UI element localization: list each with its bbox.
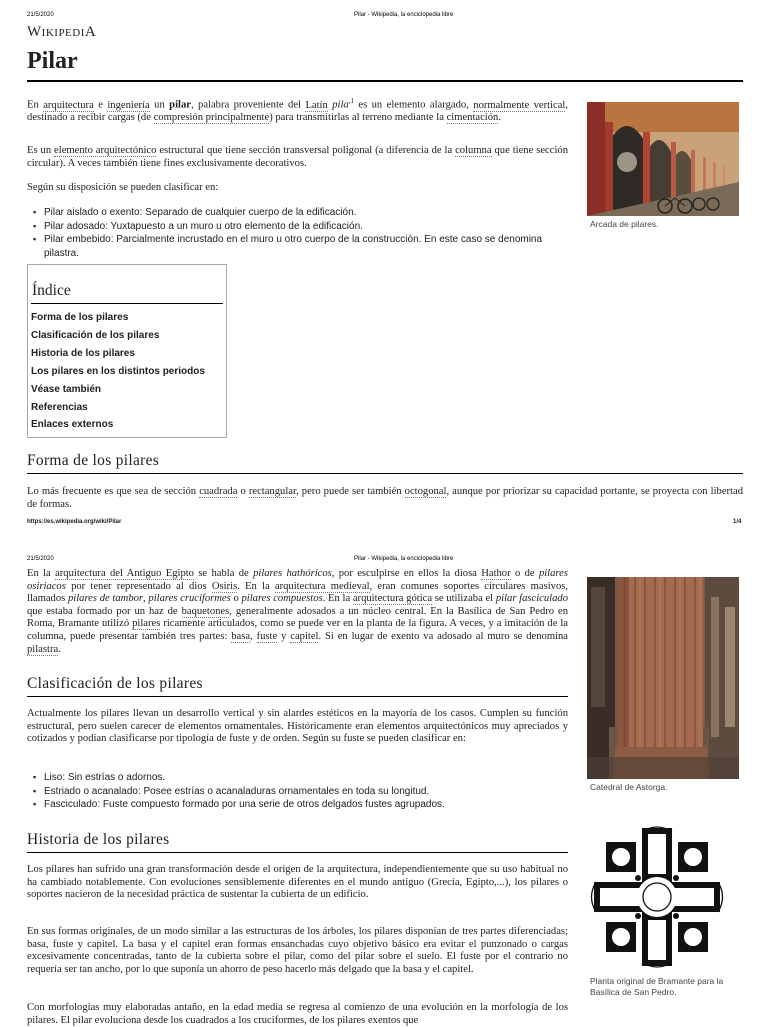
link-normalmente-vertical[interactable]: normalmente vertical [473, 99, 566, 111]
link-compresion[interactable]: compresión principalmente [153, 112, 270, 124]
toc-item-periodos[interactable]: Los pilares en los distintos periodos [31, 365, 205, 377]
historia-paragraph-1: Los pilares han sufrido una gran transformación desde el origen de la arquitectura, independientemente que su uso habitual no ha cambiado notablemente. Con evoluciones sensiblemente diferentes en el mundo antiguo (Grecia, Egipto,...), los pilares o soportes nacieron de la necesidad práctica de sustentar la cubierta de un edificio. [27, 864, 568, 901]
list-item: ▪ Estriado o acanalado: Posee estrías o acanaladuras ornamentales en toda su longitud. [27, 785, 568, 799]
bramante-plan-image [590, 824, 724, 970]
toc-item-historia[interactable]: Historia de los pilares [31, 347, 135, 359]
toc-title: Índice [32, 282, 71, 299]
link-hathor[interactable]: Hathor [481, 568, 511, 579]
print-date: 21/5/2020 [27, 556, 54, 562]
fuste-types-list [27, 771, 568, 812]
link-rectangular[interactable]: rectangular [248, 486, 297, 497]
astorga-caption: Catedral de Astorga. [590, 782, 668, 792]
link-columna[interactable]: columna [455, 145, 492, 156]
toc-item-forma[interactable]: Forma de los pilares [31, 312, 129, 323]
heading-rule [27, 852, 568, 853]
continued-paragraph: En la arquitectura del Antiguo Egipto se habla de pilares hathóricos, por esculpirse en ellos la diosa Hathor o de pilares osiriacos por tener representado al dios Osiris. En la arquitectura medieval, eran comunes soportes circulares masivos, llamados pilares de tambor, pilares cruciformes o pilares compuestos. En la arquitectura gótica se utilizaba el pilar fasciculado que estaba formado por un haz de baquetones, generalmente adosados a un núcleo central. En la Basílica de San Pedro en Roma, Bramante utilizó pilares ricamente articulados, como se puede ver en la planta de la figura. A veces, y a imitación de la columna, puede presentar también tres partes: basa, fuste y capitel. Si en lugar de exento va adosado al muro se denomina pilastra. [27, 568, 569, 655]
heading-forma: Forma de los pilares [27, 452, 160, 469]
toc-item-enlaces[interactable]: Enlaces externos [31, 419, 114, 431]
intro-paragraph-1: En arquitectura e ingeniería un pilar, palabra proveniente del Latín pila$^{,1}$ es un elemento alargado, normalmente vertical, destinado a recibir cargas (de compresión principalmente) para transmitirlas al terreno mediante la cimentación. [27, 97, 568, 124]
page-gap [0, 538, 768, 546]
toc-item-vease[interactable]: Véase también [31, 383, 102, 395]
list-item: ▪ Pilar embebido: Parcialmente incrustado en el muro u otro cuerpo de la construcción. En este caso se denomina pilastra. [27, 233, 568, 260]
link-egipto[interactable]: arquitectura del Antiguo Egipto [55, 568, 194, 579]
toc-list [31, 309, 205, 434]
link-cuadrada[interactable]: cuadrada [199, 486, 238, 497]
page-2 [0, 546, 768, 1024]
print-header-title: Pilar - Wikipedia, la enciclopedia libre [354, 556, 454, 562]
toc-rule [31, 303, 223, 304]
link-pilastra[interactable]: pilastra [27, 643, 59, 655]
bramante-caption: Planta original de Bramante para la Basílica de San Pedro. [590, 976, 724, 997]
footer-url: https://es.wikipedia.org/wiki/Pilar [27, 519, 122, 525]
link-capitel[interactable]: capitel [290, 630, 319, 642]
link-basa[interactable]: basa [231, 630, 251, 642]
historia-paragraph-3: Con morfologías muy elaboradas antaño, en la edad media se regresa al comienzo de una evolución en la morfología de los pilares. El pilar evoluciona desde los cuadrados a los cruciformes, de los pilares exentos que [27, 1002, 568, 1026]
heading-rule [27, 696, 568, 697]
toc-item-referencias[interactable]: Referencias [31, 401, 88, 413]
link-osiris[interactable]: Osiris [211, 580, 238, 592]
intro-paragraph-2: Es un elemento arquitectónico estructural que tiene sección transversal poligonal (a diferencia de la columna que tiene sección circular). A veces también tiene fines exclusivamente decorativos. [27, 145, 568, 169]
historia-paragraph-2: En sus formas originales, de un modo similar a las estructuras de los árboles, los pilares disponían de tres partes diferenciadas; basa, fuste y capitel. La basa y el capitel eran formas ensanchadas cuyo objetivo básico era evitar el punzonado o cargas excesivamente concentradas, tanto de la cubierta sobre el pilar, como del pilar sobre el suelo. El fuste por el contrario no requería ser tan ancho, por lo que suponía un ahorro de peso hacerlo más delgado que la basa y el capitel. [27, 926, 568, 975]
page-title: Pilar [27, 48, 78, 74]
link-pilares[interactable]: pilares [132, 618, 161, 630]
link-cimentacion[interactable]: cimentación [446, 112, 499, 124]
heading-rule [27, 473, 743, 474]
toc-item-clasificacion[interactable]: Clasificación de los pilares [31, 329, 160, 341]
reference-1[interactable]: ,1 [348, 97, 354, 105]
clasificacion-paragraph: Actualmente los pilares llevan un desarrollo vertical y sin alardes estéticos en la mayoría de los casos. Cumplen su función estructural, pero suelen carecer de elementos ornamentales. Históricamente eran elementos arquitectónicos muy apreciados y cotizados y podían clasificarse por tipología de fuste y de orden. Según su fuste se pueden clasificar en: [27, 708, 568, 745]
arcade-caption: Arcada de pilares. [590, 219, 659, 229]
heading-clasificacion: Clasificación de los pilares [27, 675, 203, 692]
print-header-title: Pilar - Wikipedia, la enciclopedia libre [354, 12, 454, 18]
list-item: ▪ Pilar aislado o exento: Separado de cualquier cuerpo de la edificación. [27, 206, 568, 220]
astorga-cathedral-image [587, 577, 739, 779]
link-ingenieria[interactable]: ingeniería [107, 99, 150, 111]
forma-paragraph: Lo más frecuente es que sea de sección cuadrada o rectangular, pero puede ser también octogonal, aunque por priorizar su capacidad portante, se proyecta con libertad de formas. [27, 486, 743, 510]
pillar-types-list [27, 206, 568, 260]
list-item: ▪ Liso: Sin estrías o adornos. [27, 771, 568, 785]
link-medieval[interactable]: arquitectura medieval [274, 580, 370, 592]
link-arquitectura[interactable]: arquitectura [43, 99, 94, 111]
list-item: ▪ Pilar adosado: Yuxtapuesto a un muro u otro elemento de la edificación. [27, 220, 568, 234]
list-item: ▪ Fasciculado: Fuste compuesto formado por una serie de otros delgados fustes agrupados. [27, 798, 568, 812]
table-of-contents [27, 264, 227, 438]
footer-page-number: 1/4 [733, 519, 742, 525]
link-fuste[interactable]: fuste [256, 630, 278, 642]
link-gotica[interactable]: arquitectura gótica [352, 593, 433, 605]
arcade-image [587, 102, 739, 216]
link-elemento-arquitectonico[interactable]: elemento arquitectónico [54, 145, 157, 156]
link-latin[interactable]: Latín [305, 99, 328, 111]
link-octogonal[interactable]: octogonal [404, 486, 447, 497]
heading-historia: Historia de los pilares [27, 831, 170, 848]
wikipedia-logo[interactable]: WIKIPEDIA [27, 24, 97, 40]
print-date: 21/5/2020 [27, 12, 54, 18]
link-baquetones[interactable]: baquetones [181, 605, 230, 617]
title-rule [27, 80, 743, 82]
intro-paragraph-3: Según su disposición se pueden clasificar en: [27, 182, 219, 193]
